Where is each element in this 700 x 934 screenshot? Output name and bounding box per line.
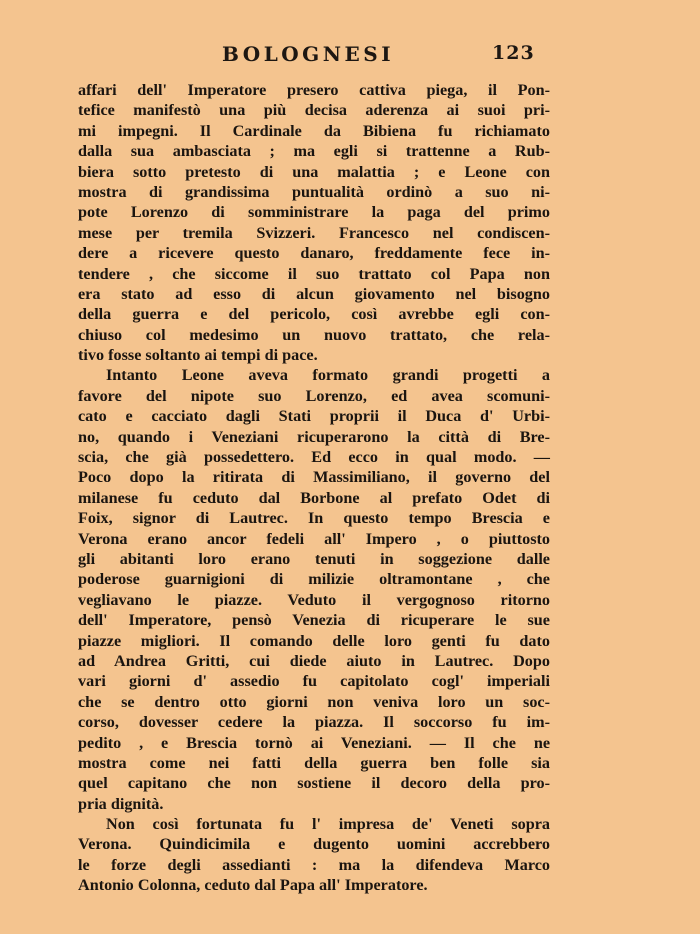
text-line: mi impegni. Il Cardinale da Bibiena fu richiamato: [78, 121, 550, 140]
text-line: Non così fortunata fu l' impresa de' Veneti sopra: [106, 815, 550, 834]
text-line: no, quando i Veneziani ricuperarono la città di Bre-: [78, 427, 550, 446]
paragraph: [78, 365, 550, 814]
text-line: scia, che già possedettero. Ed ecco in qual modo. —: [78, 448, 550, 467]
text-line: dere a ricevere questo danaro, freddamente fece in-: [78, 244, 550, 263]
text-line: biera sotto pretesto di una malattia ; e Leone con: [78, 162, 550, 181]
text-line: che se dentro otto giorni non veniva loro un soc-: [78, 692, 550, 711]
text-line: mostra come nei fatti della guerra ben folle sia: [78, 753, 550, 772]
text-line: cato e cacciato dagli Stati proprii il Duca d' Urbi-: [78, 407, 550, 426]
text-line: ad Andrea Gritti, cui diede aiuto in Lautrec. Dopo: [78, 651, 550, 670]
text-line: quel capitano che non sostiene il decoro della pro-: [78, 774, 550, 793]
text-line: corso, dovesser cedere la piazza. Il soccorso fu im-: [78, 713, 550, 732]
text-line: gli abitanti loro erano tenuti in soggezione dalle: [78, 549, 550, 568]
text-line: Foix, signor di Lautrec. In questo tempo Brescia e: [78, 509, 550, 528]
header-title: BOLOGNESI: [222, 42, 395, 66]
text-line: le forze degli assedianti : ma la difendeva Marco: [78, 855, 550, 874]
text-line: dell' Imperatore, pensò Venezia di ricuperare le sue: [78, 611, 550, 630]
page-number: 123: [492, 42, 535, 64]
text-line: affari dell' Imperatore presero cattiva piega, il Pon-: [78, 81, 550, 99]
text-line: Antonio Colonna, ceduto dal Papa all' Imperatore.: [78, 876, 428, 895]
text-line: Verona. Quindicimila e dugento uomini accrebbero: [78, 835, 550, 854]
text-line: poderose guarnigioni di milizie oltramontane , che: [78, 570, 550, 589]
text-line: dalla sua ambasciata ; ma egli si trattenne a Rub-: [78, 142, 550, 161]
text-line: piazze migliori. Il comando delle loro genti fu dato: [78, 631, 550, 650]
text-line: pote Lorenzo di somministrare la paga del primo: [78, 203, 550, 222]
text-line: pedito , e Brescia tornò ai Veneziani. — Il che ne: [78, 733, 550, 752]
paragraph: [78, 80, 550, 365]
text-line: mostra di grandissima puntualità ordinò a suo ni-: [78, 182, 550, 201]
text-line: pria dignità.: [78, 794, 164, 813]
paragraph: [78, 814, 550, 896]
text-line: tendere , che siccome il suo trattato col Papa non: [78, 264, 550, 283]
text-line: vegliavano le piazze. Veduto il vergognoso ritorno: [78, 590, 550, 609]
text-line: tefice manifestò una più decisa aderenza ai suoi pri-: [78, 101, 550, 120]
text-line: tivo fosse soltanto ai tempi di pace.: [78, 346, 318, 365]
text-line: Verona erano ancor fedeli all' Impero , o piuttosto: [78, 529, 550, 548]
text-line: milanese fu ceduto dal Borbone al prefato Odet di: [78, 488, 550, 507]
text-line: vari giorni d' assedio fu capitolato cogl' imperiali: [78, 672, 550, 691]
text-line: Intanto Leone aveva formato grandi progetti a: [106, 366, 550, 385]
text-line: Poco dopo la ritirata di Massimiliano, il governo del: [78, 468, 550, 487]
body-text: [78, 80, 550, 896]
text-line: mese per tremila Svizzeri. Francesco nel condiscen-: [78, 223, 550, 242]
text-line: chiuso col medesimo un nuovo trattato, che rela-: [78, 325, 550, 344]
text-line: era stato ad esso di alcun giovamento nel bisogno: [78, 284, 550, 303]
text-line: della guerra e del pericolo, così avrebbe egli con-: [78, 305, 550, 324]
text-line: favore del nipote suo Lorenzo, ed avea scomuni-: [78, 386, 550, 405]
running-header: [0, 42, 700, 70]
